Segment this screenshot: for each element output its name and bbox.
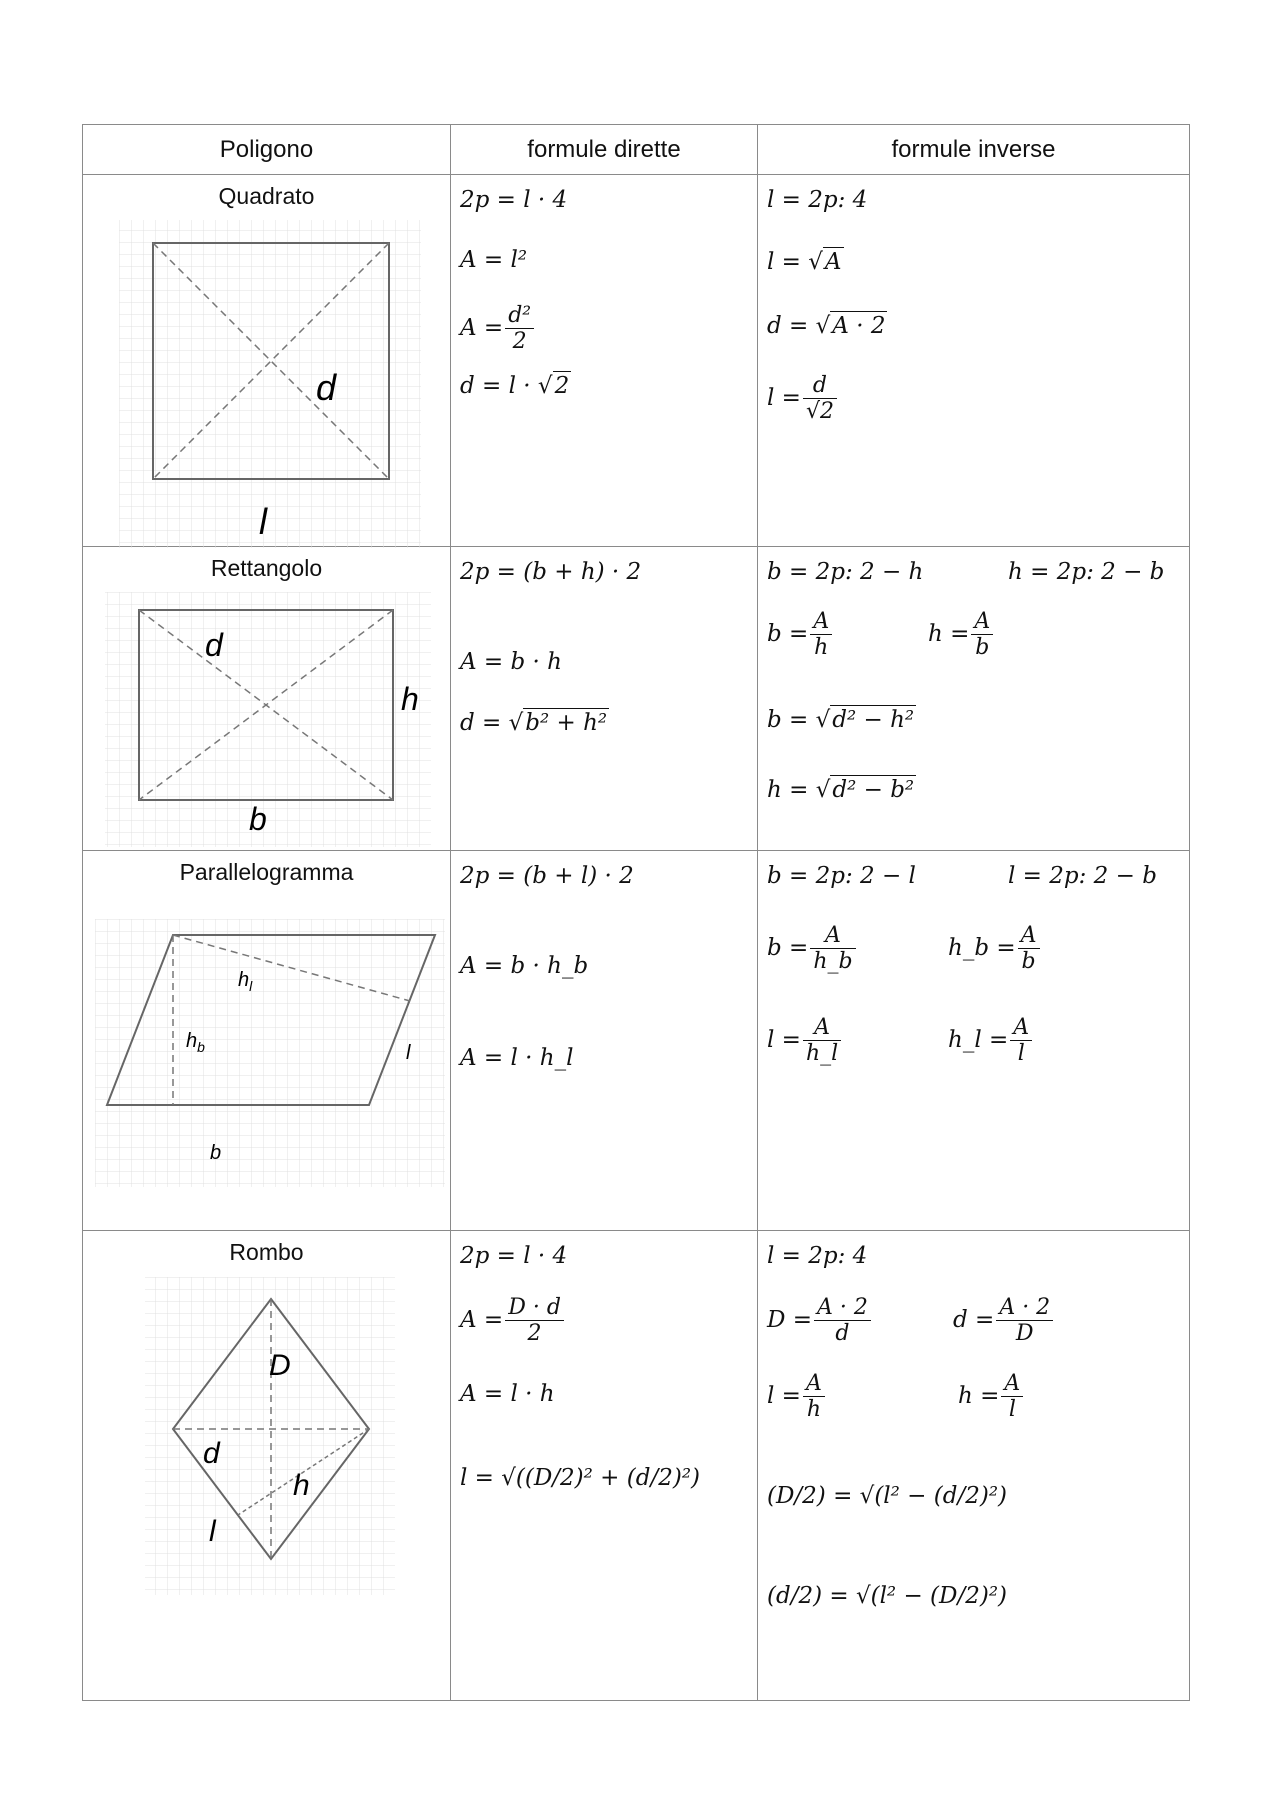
header-inverse: formule inverse	[758, 125, 1190, 175]
header-polygon: Poligono	[83, 125, 451, 175]
rectangle-direct-f3: d = √b² + h²	[460, 710, 608, 736]
parallelogram-figure-cell	[83, 851, 451, 1231]
square-inverse-f3: d = √A · 2	[767, 313, 886, 339]
rhombus-direct-f2: A = $\frac{D \cdot d}{2}$	[460, 1295, 566, 1347]
square-title: Quadrato	[218, 183, 315, 209]
rectangle-inverse-f3: b = $\frac{A}{h}$	[767, 609, 834, 661]
rectangle-inverse-cell	[758, 547, 1190, 851]
formula-table	[82, 124, 1190, 1701]
header-direct: formule dirette	[451, 125, 758, 175]
square-direct-f2: A = l²	[460, 247, 528, 273]
parallelogram-inverse-f4: h_b = $\frac{A}{b}$	[948, 923, 1042, 975]
rhombus-inverse-f5: h = $\frac{A}{l}$	[958, 1371, 1025, 1423]
parallelogram-direct-f2: A = b · h_b	[460, 953, 589, 979]
rhombus-direct-cell	[451, 1231, 758, 1701]
parallelogram-direct-cell	[451, 851, 758, 1231]
rectangle-inverse-f2: h = 2p: 2 − b	[1008, 559, 1165, 585]
rhombus-figure-cell	[83, 1231, 451, 1701]
square-direct-f4: d = l · √2	[460, 373, 570, 399]
parallelogram-inverse-f6: h_l = $\frac{A}{l}$	[948, 1015, 1034, 1067]
square-label-l: l	[259, 501, 267, 542]
parallelogram-label-l: l	[406, 1042, 411, 1064]
rectangle-figure-cell	[83, 547, 451, 851]
parallelogram-inverse-f3: b = $\frac{A}{h\_b}$	[767, 923, 858, 975]
rhombus-label-h: h	[293, 1469, 310, 1502]
rectangle-diagram	[83, 592, 449, 852]
square-figure-cell	[83, 175, 451, 547]
rectangle-direct-cell	[451, 547, 758, 851]
square-direct-cell	[451, 175, 758, 547]
parallelogram-inverse-f1: b = 2p: 2 − l	[767, 863, 916, 889]
rectangle-inverse-f4: h = $\frac{A}{b}$	[928, 609, 995, 661]
square-direct-f3: A = $\frac{\text{d²}}{2}$	[460, 303, 536, 355]
rectangle-direct-f2: A = b · h	[460, 649, 562, 675]
rectangle-label-d: d	[205, 627, 223, 663]
rectangle-title: Rettangolo	[210, 555, 323, 581]
square-inverse-f2: l = √A	[767, 249, 842, 275]
square-label-d: d	[316, 367, 337, 408]
rhombus-diagram	[83, 1277, 449, 1607]
rectangle-inverse-f5: b = √d² − h²	[767, 707, 915, 733]
rectangle-label-b: b	[249, 801, 267, 837]
rectangle-inverse-f6: h = √d² − b²	[767, 777, 915, 803]
rhombus-direct-f1: 2p = l · 4	[460, 1243, 568, 1269]
square-direct-f1: 2p = l · 4	[460, 187, 568, 213]
parallelogram-inverse-cell	[758, 851, 1190, 1231]
row-parallelogram	[83, 851, 1190, 1231]
parallelogram-diagram	[83, 919, 449, 1209]
parallelogram-title: Parallelogramma	[179, 859, 354, 885]
rhombus-inverse-f3: d = $\frac{A \cdot 2}{D}$	[953, 1295, 1055, 1347]
rhombus-label-l: l	[209, 1515, 216, 1548]
parallelogram-label-hb: $h_b$	[186, 1030, 205, 1055]
parallelogram-label-b: b	[210, 1142, 222, 1164]
header-row	[83, 125, 1190, 175]
rectangle-label-h: h	[401, 681, 419, 717]
rectangle-direct-f1: 2p = (b + h) · 2	[460, 559, 642, 585]
parallelogram-direct-f1: 2p = (b + l) · 2	[460, 863, 634, 889]
rectangle-inverse-f1: b = 2p: 2 − h	[767, 559, 924, 585]
parallelogram-inverse-f2: l = 2p: 2 − b	[1008, 863, 1157, 889]
row-square	[83, 175, 1190, 547]
rhombus-inverse-f2: D = $\frac{A \cdot 2}{d}$	[767, 1295, 873, 1347]
rhombus-direct-f4: l = √((D/2)² + (d/2)²)	[460, 1465, 701, 1491]
rhombus-inverse-f7: (d/2) = √(l² − (D/2)²)	[767, 1583, 1008, 1609]
rhombus-inverse-f6: (D/2) = √(l² − (d/2)²)	[767, 1483, 1008, 1509]
row-rhombus	[83, 1231, 1190, 1701]
rhombus-label-d: d	[203, 1437, 220, 1470]
rhombus-title: Rombo	[229, 1239, 304, 1265]
square-inverse-cell	[758, 175, 1190, 547]
square-inverse-f1: l = 2p: 4	[767, 187, 868, 213]
rhombus-direct-f3: A = l · h	[460, 1381, 555, 1407]
square-inverse-f4: l = $\frac{d}{√2}$	[767, 373, 839, 425]
row-rectangle	[83, 547, 1190, 851]
parallelogram-inverse-f5: l = $\frac{A}{h\_l}$	[767, 1015, 843, 1067]
rhombus-inverse-f4: l = $\frac{A}{h}$	[767, 1371, 827, 1423]
rhombus-inverse-cell	[758, 1231, 1190, 1701]
rhombus-label-D: D	[269, 1349, 291, 1382]
rhombus-inverse-f1: l = 2p: 4	[767, 1243, 868, 1269]
parallelogram-label-hl: $h_l$	[238, 969, 253, 994]
parallelogram-direct-f3: A = l · h_l	[460, 1045, 574, 1071]
square-diagram	[83, 218, 449, 548]
